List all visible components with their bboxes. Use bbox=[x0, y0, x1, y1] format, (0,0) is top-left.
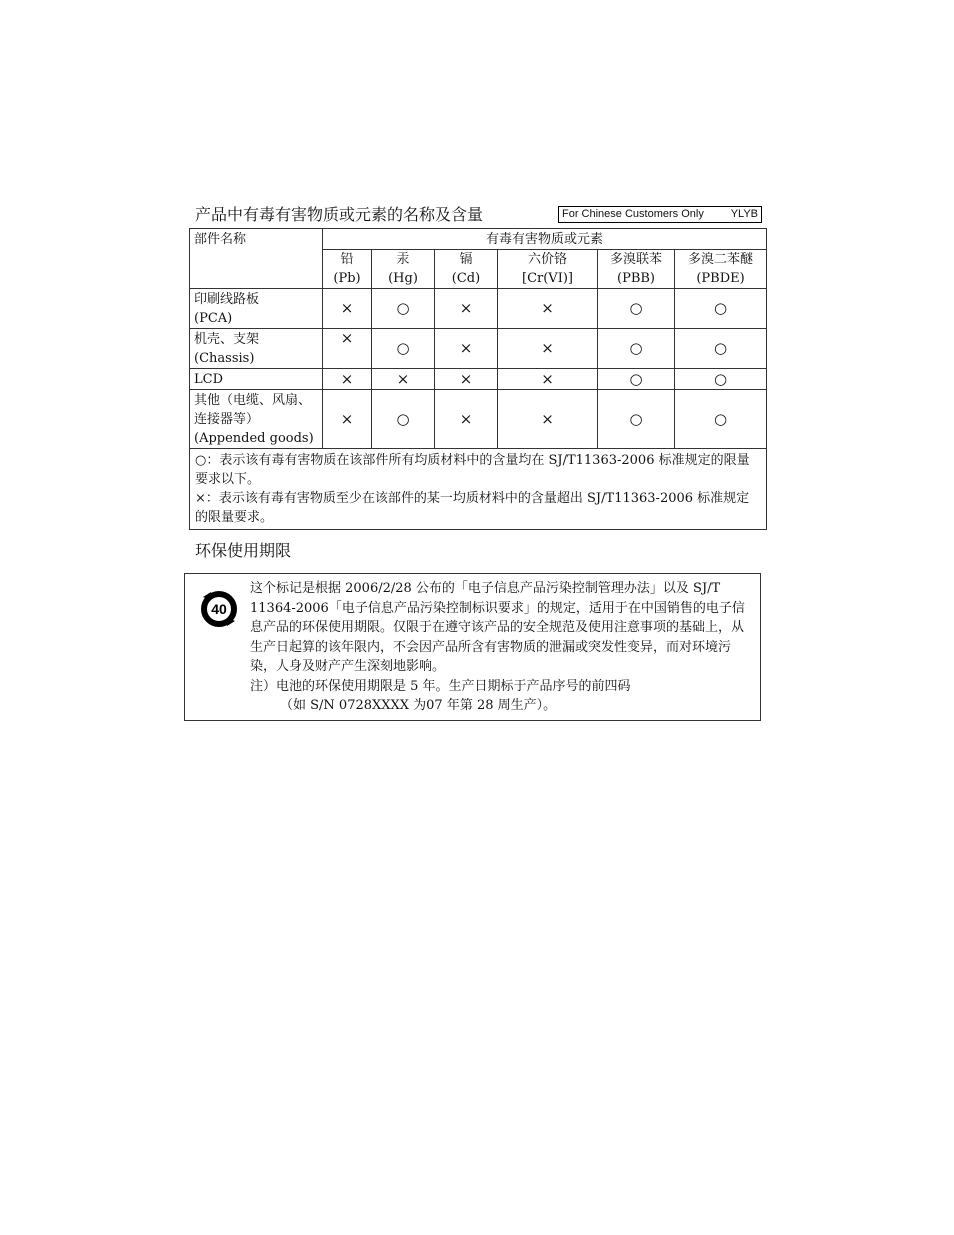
column-name: 多溴联苯 bbox=[609, 252, 662, 267]
env-paragraph: 这个标记是根据 2006/2/28 公布的「电子信息产品污染控制管理办法」以及 SJ/T 11364-2006「电子信息产品污染控制标识要求」的规定，适用于在中国销售的电子信息产品的环保使用期限。仅限于在遵守该产品的安全规范及使用注意事项的基础上，从生产日起算的该年限内，不会因产品所含有害物质的泄漏或突发性变异，而对环境污染，人身及财产产生深刻地影响。 bbox=[250, 581, 745, 674]
mark-cell: ○ bbox=[598, 390, 675, 449]
mark-cell: × bbox=[435, 390, 498, 449]
mark-cell: × bbox=[435, 369, 498, 390]
mark-cell: ○ bbox=[372, 329, 435, 369]
mark-cell: × bbox=[372, 369, 435, 390]
env-period-text bbox=[250, 579, 755, 716]
part-name-line: (PCA) bbox=[194, 311, 233, 326]
logo-text: 40 bbox=[211, 601, 227, 617]
table-row bbox=[190, 390, 767, 449]
env-period-box bbox=[184, 573, 761, 721]
column-symbol: (Hg) bbox=[388, 271, 418, 286]
part-name-pca bbox=[190, 289, 323, 329]
table-row bbox=[190, 369, 767, 390]
column-header-cr6 bbox=[498, 250, 598, 289]
part-name-line: (Chassis) bbox=[194, 351, 255, 366]
column-name: 铅 bbox=[340, 252, 354, 267]
customer-tag-code: YLYB bbox=[730, 208, 758, 220]
mark-cell: ○ bbox=[372, 289, 435, 329]
part-name-line: 其他（电缆、风扇、 bbox=[194, 393, 312, 408]
page-title: 产品中有毒有害物质或元素的名称及含量 bbox=[195, 205, 484, 224]
mark-cell: ○ bbox=[372, 390, 435, 449]
mark-cell: × bbox=[435, 329, 498, 369]
mark-cell: ○ bbox=[675, 369, 767, 390]
note-not-exceed: ○：表示该有毒有害物质在该部件所有均质材料中的含量均在 SJ/T11363-2006 标准规定的限量要求以下。 bbox=[195, 453, 750, 487]
substance-group-header: 有毒有害物质或元素 bbox=[323, 229, 767, 250]
mark-cell: ○ bbox=[598, 329, 675, 369]
column-header-pbb bbox=[598, 250, 675, 289]
part-name-line: 连接器等） bbox=[194, 412, 260, 427]
column-symbol: (PBDE) bbox=[696, 271, 745, 286]
part-name-header: 部件名称 bbox=[190, 229, 323, 289]
mark-cell: × bbox=[323, 390, 372, 449]
env-note-line-1: 注）电池的环保使用期限是 5 年。生产日期标于产品序号的前四码 bbox=[250, 678, 631, 694]
table-row bbox=[190, 289, 767, 329]
mark-cell: ○ bbox=[598, 369, 675, 390]
part-name-chassis bbox=[190, 329, 323, 369]
column-symbol: [Cr(VI)] bbox=[522, 271, 573, 286]
table-row bbox=[190, 329, 767, 369]
mark-cell: × bbox=[323, 329, 372, 369]
note-exceed: ×：表示该有毒有害物质至少在该部件的某一均质材料中的含量超出 SJ/T11363-2006 标准规定的限量要求。 bbox=[195, 491, 750, 525]
part-name-line: LCD bbox=[194, 372, 224, 387]
part-name-line: 机壳、支架 bbox=[194, 332, 260, 347]
column-header-hg bbox=[372, 250, 435, 289]
column-header-cd bbox=[435, 250, 498, 289]
table-notes bbox=[190, 449, 767, 530]
mark-cell: × bbox=[323, 369, 372, 390]
mark-cell: ○ bbox=[598, 289, 675, 329]
column-header-pb bbox=[323, 250, 372, 289]
mark-cell: × bbox=[498, 390, 598, 449]
part-name-lcd bbox=[190, 369, 323, 390]
env-note-line-2: （如 S/N 0728XXXX 为07 年第 28 周生产）。 bbox=[280, 698, 557, 713]
mark-cell: × bbox=[498, 329, 598, 369]
mark-cell: × bbox=[323, 289, 372, 329]
mark-cell: ○ bbox=[675, 390, 767, 449]
part-name-line: 印刷线路板 bbox=[194, 292, 260, 307]
column-header-pbde bbox=[675, 250, 767, 289]
column-symbol: (Pb) bbox=[333, 271, 361, 286]
column-symbol: (PBB) bbox=[617, 271, 655, 286]
env-period-heading: 环保使用期限 bbox=[195, 541, 292, 560]
hazardous-substance-table bbox=[189, 228, 767, 530]
part-name-line: (Appended goods) bbox=[194, 431, 314, 446]
table-notes-row bbox=[190, 449, 767, 530]
customer-tag bbox=[558, 206, 762, 223]
column-symbol: (Cd) bbox=[451, 271, 481, 286]
column-name: 汞 bbox=[396, 252, 410, 267]
mark-cell: ○ bbox=[675, 329, 767, 369]
mark-cell: × bbox=[498, 289, 598, 329]
column-name: 六价铬 bbox=[527, 252, 567, 267]
customer-tag-label: For Chinese Customers Only bbox=[562, 208, 704, 220]
mark-cell: × bbox=[498, 369, 598, 390]
mark-cell: ○ bbox=[675, 289, 767, 329]
column-name: 镉 bbox=[459, 252, 473, 267]
column-name: 多溴二苯醚 bbox=[688, 252, 754, 267]
mark-cell: × bbox=[435, 289, 498, 329]
part-name-other bbox=[190, 390, 323, 449]
epup-40-logo-icon bbox=[199, 589, 239, 629]
